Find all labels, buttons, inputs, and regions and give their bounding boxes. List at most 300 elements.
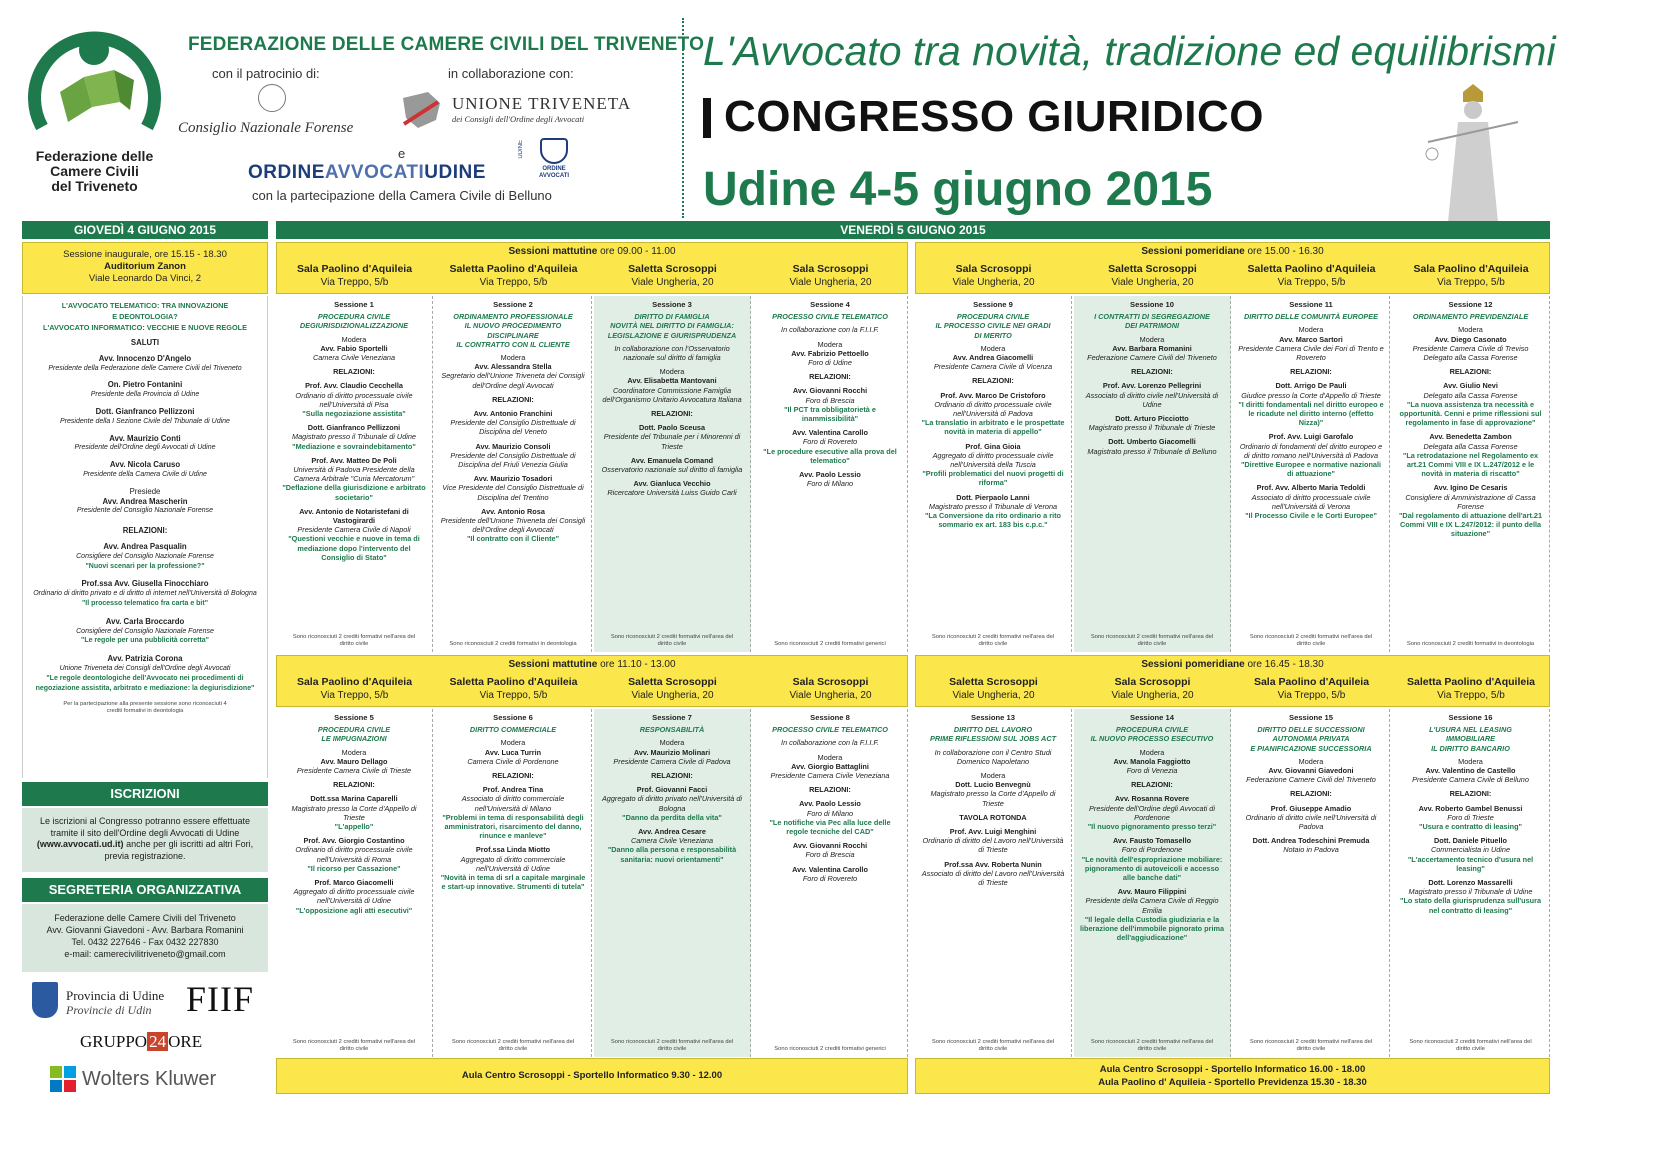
session-number: Sessione 2 [493, 300, 533, 309]
speaker-role: Osservatorio nazionale sul diritto di famiglia [601, 465, 743, 475]
session-chair-name: Avv. Diego Casonato [1434, 334, 1507, 344]
session-modera-label: Modera [817, 339, 843, 349]
day1-speaker-talk: "Il processo telematico fra carta e bit" [81, 599, 209, 607]
speaker-name: Prof. Avv. Luigi Garofalo [1268, 432, 1354, 442]
session-topic [440, 725, 586, 734]
day1-speaker-role: Consigliere del Consiglio Nazionale Forense [76, 552, 214, 560]
day1-session-box [22, 242, 268, 294]
session-speaker [599, 827, 745, 864]
session-modera-label: Modera [980, 771, 1006, 781]
session-chair-role: Foro di Venezia [1126, 766, 1178, 776]
top-session-8 [1392, 296, 1550, 652]
day1-speaker-talk: "Le regole per una pubblicità corretta" [81, 637, 209, 645]
speaker-name: Prof. Giuseppe Amadio [1270, 803, 1352, 813]
session-topic-line: LEGISLAZIONE E GIURISPRUDENZA [607, 330, 737, 340]
session-topic-line: DIRITTO DEL LAVORO [953, 725, 1033, 735]
segreteria-bar: SEGRETERIA ORGANIZZATIVA [22, 878, 268, 902]
session-credits: Sono riconosciuti 2 crediti formativi nell'area del diritto civile [1249, 1039, 1373, 1052]
speaker-name: Avv. Paolo Lessio [799, 799, 861, 809]
speaker-talk: "Lo stato della giurisprudenza sull'usura nel contratto di leasing" [1399, 896, 1542, 915]
bottom-room-8 [1392, 676, 1550, 702]
gruppo-word: GRUPPO [80, 1032, 148, 1051]
session-speaker [920, 442, 1066, 488]
session-topic-line: PROCEDURA CIVILE [956, 312, 1030, 322]
session-topic-line: IL CONTRATTO CON IL CLIENTE [456, 339, 570, 349]
day1-greeting-3 [23, 407, 267, 427]
session-number: Sessione 11 [1289, 300, 1333, 309]
bottom-room-name: Saletta Paolino d'Aquileia [1407, 676, 1535, 688]
session-topic-line: RESPONSABILITÀ [639, 725, 705, 735]
session-topic-line: PRIME RIFLESSIONI SUL JOBS ACT [929, 734, 1057, 744]
session-chair-name: Avv. Giovanni Giavedoni [1268, 766, 1354, 776]
congress-date: Udine 4-5 giugno 2015 [703, 163, 1213, 216]
bottom-room-address: Via Treppo, 5/b [1277, 690, 1346, 701]
day1-chair-name: Avv. Andrea Mascherin [102, 496, 188, 506]
session-speaker [1397, 804, 1544, 832]
speaker-name: Avv. Paolo Lessio [799, 470, 861, 480]
iscrizioni-site-link[interactable]: (www.avvocati.ud.it) [36, 839, 124, 849]
patronage-label: con il patrocinio di: [212, 66, 320, 81]
bottom-room-2 [435, 676, 592, 702]
session-topic [758, 725, 902, 734]
session-number: Sessione 4 [810, 300, 850, 309]
session-modera-label: Modera [1458, 325, 1483, 335]
speaker-role: Magistrato presso la Corte d'Appello di Trieste [291, 803, 417, 822]
day1-greeting-4 [23, 434, 267, 454]
day1-speaker-name: Avv. Patrizia Corona [107, 654, 183, 664]
session-chair-name: Avv. Andrea Giacomelli [952, 353, 1034, 363]
speaker-name: Avv. Valentina Carollo [792, 864, 868, 874]
speaker-role: Presidente del Consiglio Distrettuale di Disciplina del Friuli Venezia Giulia [450, 450, 576, 470]
top-room-address: Viale Ungheria, 20 [631, 277, 714, 288]
session-speaker [1079, 381, 1225, 409]
day1-session-time: Sessione inaugurale, ore 15.15 - 18.30 [63, 249, 227, 260]
session-modera-label: Modera [980, 343, 1006, 353]
top-room-name: Sala Scrosoppi [955, 263, 1032, 275]
am2-label: Sessioni mattutine [508, 659, 598, 670]
day1-speaker-name: Avv. Andrea Pasqualin [103, 541, 187, 551]
speaker-talk: "Problemi in tema di responsabilità degli amministratori, risarcimento del danno, rinunce e manleve" [442, 812, 584, 841]
top-room-address: Viale Ungheria, 20 [952, 277, 1035, 288]
speaker-name: Prof. Avv. Claudio Cecchella [305, 381, 403, 391]
logo-line-1: Federazione delle [35, 148, 154, 164]
session-speaker [758, 799, 902, 836]
justice-statue-image [1418, 82, 1528, 222]
session-speaker [281, 836, 427, 873]
session-speaker [440, 507, 586, 544]
session-topic-line: IMMOBILIARE [1445, 734, 1496, 744]
speaker-name: Avv. Antonio Rosa [481, 506, 545, 516]
speaker-talk: "Il contratto con il Cliente" [466, 534, 560, 544]
day1-greeting-role: Presidente dell'Ordine degli Avvocati di Udine [74, 444, 216, 452]
session-topic-line: DEGIURISDIZIONALIZZAZIONE [299, 321, 409, 331]
top-room-2 [435, 263, 592, 289]
day1-speaker-3 [23, 617, 267, 646]
am1-time: ore 09.00 - 11.00 [600, 246, 676, 257]
top-room-address: Viale Ungheria, 20 [1111, 277, 1194, 288]
speaker-talk: "Il Processo Civile e le Corti Europee" [1245, 511, 1377, 521]
top-room-4 [753, 263, 908, 289]
speaker-talk: "La translatio in arbitrato e le prospettate novità in materia di appello" [921, 418, 1065, 437]
session-number: Sessione 12 [1448, 300, 1493, 309]
speaker-name: Avv. Mauro Filippini [1117, 887, 1187, 897]
top-session-1 [276, 296, 433, 652]
footer-am [276, 1058, 908, 1094]
session-topic-line: NOVITÀ NEL DIRITTO DI FAMIGLIA: [610, 321, 734, 331]
session-modera-label: Modera [1298, 756, 1324, 766]
provincia-name: Provincia di Udine [66, 988, 165, 1003]
session-topic-line: PROCESSO CIVILE TELEMATICO [772, 312, 888, 322]
session-topic [281, 725, 427, 743]
session-topic [1397, 312, 1544, 321]
session-speaker [1397, 836, 1544, 873]
speaker-talk: "Dal regolamento di attuazione dell'art.21 Commi VIII e IX L.247/2012: il punto della situazione" [1398, 511, 1543, 539]
speaker-role: Ordinario di diritto del Lavoro nell'Università di Trieste [922, 836, 1064, 855]
session-modera-label: Modera [1298, 325, 1324, 335]
top-room-name: Saletta Paolino d'Aquileia [1247, 263, 1376, 275]
footer-pm [915, 1058, 1550, 1094]
speaker-role: Magistrato presso il Tribunale di Verona [928, 501, 1058, 511]
session-topic [599, 312, 745, 340]
day1-greeting-name: Avv. Maurizio Conti [109, 433, 181, 443]
bottom-room-name: Saletta Scrosoppi [628, 676, 717, 688]
session-number: Sessione 15 [1289, 713, 1333, 722]
session-speaker [1397, 878, 1544, 915]
session-topic-line: DIRITTO DI FAMIGLIA [634, 312, 710, 322]
session-number: Sessione 8 [810, 713, 850, 722]
session-credits: Sono riconosciuti 2 crediti formativi nell'area del diritto civile [1409, 1039, 1532, 1052]
session-credits: Sono riconosciuti 2 crediti formativi nell'area del diritto civile [610, 634, 734, 647]
bottom-room-name: Sala Scrosoppi [792, 676, 869, 688]
speaker-role: Associato di diritto commerciale nell'Università di Milano [461, 794, 565, 813]
session-chair-role: Presidente Camera Civile di Trieste [296, 766, 412, 776]
udine-word: UDINE [424, 162, 486, 183]
session-credits: Sono riconosciuti 2 crediti formativi nell'area del diritto civile [451, 1039, 575, 1052]
session-chair-name: Avv. Maurizio Molinari [633, 747, 711, 757]
session-speaker [440, 474, 586, 502]
iscrizioni-box [22, 808, 268, 872]
speaker-name: Dott. Pierpaolo Lanni [956, 492, 1030, 502]
session-chair-role: Presidente Camera Civile di Vicenza [933, 362, 1053, 372]
session-chair-role: Segretario dell'Unione Triveneta dei Consigli dell'Ordine degli Avvocati [441, 371, 585, 390]
speaker-name: Dott. Gianfranco Pellizzoni [307, 423, 401, 433]
session-speaker [281, 794, 427, 831]
speaker-talk: "Novità in tema di srl a capitale marginale e start-up innovative. Strumenti di tutela" [440, 873, 586, 892]
session-chair-name: Avv. Giorgio Battaglini [791, 761, 869, 771]
session-modera-label: Modera [817, 752, 843, 762]
speaker-role: Delegato alla Cassa Forense [1423, 390, 1518, 400]
session-topic-line: ORDINAMENTO PREVIDENZIALE [1412, 312, 1529, 322]
speaker-name: Prof. Avv. Marco De Cristoforo [940, 390, 1046, 400]
segreteria-box [22, 904, 268, 972]
session-number: Sessione 13 [971, 713, 1015, 722]
speaker-name: Prof.ssa Avv. Roberta Nunin [944, 859, 1042, 869]
speaker-name: Prof. Avv. Luigi Menghini [949, 827, 1037, 837]
ordine-word: ORDINE [248, 162, 325, 183]
session-speaker [1238, 432, 1384, 478]
speaker-name: Avv. Giovanni Rocchi [792, 841, 868, 851]
speaker-role: Foro di Trieste [1447, 812, 1494, 822]
day1-speaker-talk: "Le regole deontologiche dell'Avvocato nei procedimenti di negoziazione assistita, arbitrato e mediazione: la degiurisdizione" [35, 674, 255, 692]
speaker-role: Magistrato presso il Tribunale di Udine [292, 432, 416, 442]
session-chair-name: Dott. Lucio Benvegnù [955, 780, 1031, 790]
speaker-talk: "Il legale della Custodia giudiziaria e la liberazione dell'immobile pignorato prima dell'aggiudicazione" [1079, 914, 1225, 943]
bottom-room-5 [915, 676, 1072, 702]
bottom-session-4 [753, 709, 908, 1057]
session-topic [1397, 725, 1544, 753]
segreteria-line-1: Federazione delle Camere Civili del Triveneto [54, 913, 236, 923]
logo-line-2: Camere Civili [50, 163, 139, 179]
day1-bar: GIOVEDÌ 4 GIUGNO 2015 [22, 221, 268, 239]
session-speaker [440, 785, 586, 840]
speaker-role: Associato di diritto del Lavoro nell'Università di Trieste [921, 868, 1065, 888]
session-chair-name: Avv. Marco Sartori [1279, 334, 1343, 344]
speaker-talk: "Le notifiche via Pec alla luce delle regole tecniche del CAD" [769, 817, 891, 837]
speaker-role: Associato di diritto processuale civile nell'Università di Verona [1251, 492, 1371, 511]
speaker-name: Prof. Avv. Giorgio Costantino [303, 836, 405, 846]
day1-greeting-name: Avv. Innocenzo D'Angelo [98, 353, 192, 363]
am2-time: ore 11.10 - 13.00 [600, 659, 676, 670]
speaker-role: Camera Civile Veneziana [630, 836, 714, 846]
speaker-name: Prof. Avv. Alberto Maria Tedoldi [1256, 483, 1366, 493]
session-credits: Sono riconosciuti 2 crediti formativi nell'area del diritto civile [931, 1039, 1055, 1052]
session-credits: Sono riconosciuti 2 crediti formativi in deontologia [449, 641, 577, 647]
pm1-label: Sessioni pomeridiane [1141, 246, 1245, 257]
day1-greeting-1 [23, 354, 267, 374]
ordine-emblem-side-label: UDINE [518, 140, 524, 159]
session-modera-label: Modera [341, 747, 367, 757]
speaker-name: Prof. Marco Giacomelli [314, 878, 394, 888]
top-room-8 [1392, 263, 1550, 289]
cnf-logo: Consiglio Nazionale Forense [178, 120, 354, 136]
session-chair-role: Presidente Camera Civile dei Fori di Trento e Rovereto [1238, 343, 1384, 363]
session-speaker [440, 442, 586, 470]
session-speaker [1238, 836, 1384, 854]
day1-greeting-role: Presidente della Federazione delle Camere Civili del Triveneto [48, 364, 242, 372]
session-speaker [1238, 483, 1384, 520]
top-room-name: Sala Paolino d'Aquileia [1413, 263, 1529, 275]
gruppo-ore: ORE [168, 1032, 203, 1051]
speaker-name: Dott. Daniele Pituello [1434, 836, 1507, 846]
ordine-emblem-label: ORDINE AVVOCATI [538, 166, 570, 179]
session-speaker [281, 878, 427, 915]
speaker-role: Magistrato presso il Tribunale di Trieste [1088, 423, 1216, 433]
speaker-name: Dott. Paolo Sceusa [638, 423, 706, 433]
speaker-talk: "Usura e contratto di leasing" [1418, 822, 1522, 832]
day1-greeting-role: Presidente della Camera Civile di Udine [83, 470, 207, 478]
speaker-talk: "Mediazione e sovraindebitamento" [292, 441, 416, 451]
session-relazioni-label: RELAZIONI: [333, 367, 375, 377]
speaker-role: Magistrato presso il Tribunale di Udine [1408, 887, 1533, 897]
pm1-time: ore 15.00 - 16.30 [1247, 246, 1324, 257]
speaker-name: Dott. Umberto Giacomelli [1108, 437, 1196, 447]
speaker-role: Aggregato di diritto processuale civile nell'Università di Udine [293, 887, 415, 906]
bottom-session-3 [594, 709, 751, 1057]
session-credits: Sono riconosciuti 2 crediti formativi generici [774, 641, 886, 647]
top-room-name: Saletta Scrosoppi [1108, 263, 1197, 275]
speaker-role: Ordinario di diritto processuale civile nell'Università di Padova [934, 399, 1052, 419]
session-chair-name: Avv. Manola Faggiotto [1113, 756, 1191, 766]
speaker-name: Prof. Gina Gioia [965, 441, 1021, 451]
speaker-talk: "La nuova assistenza tra necessità e opportunità. Cenni e prime riflessioni sul regolamento in fase di approvazione" [1399, 399, 1542, 428]
unione-subtitle: dei Consigli dell'Ordine degli Avvocati [452, 114, 585, 124]
segreteria-email[interactable]: e-mail: camerecivilitriveneto@gmail.com [64, 949, 226, 959]
session-relazioni-label: RELAZIONI: [651, 771, 693, 781]
session-topic-line: DIRITTO COMMERCIALE [469, 725, 557, 735]
session-topic [920, 312, 1066, 340]
session-relazioni-label: TAVOLA ROTONDA [959, 812, 1027, 822]
bottom-session-1 [276, 709, 433, 1057]
speaker-name: Avv. Antonio de Notaristefani di Vastogirardi [299, 506, 409, 526]
top-session-5 [915, 296, 1072, 652]
speaker-talk: "Le novità dell'espropriazione mobiliare: pignoramento di autoveicoli e accesso alle banche dati" [1081, 854, 1223, 883]
day2-bar: VENERDÌ 5 GIUGNO 2015 [276, 221, 1550, 239]
provincia-subname: Provincie di Udin [66, 1003, 152, 1017]
session-topic-line: IL NUOVO PROCEDIMENTO [464, 321, 562, 331]
session-chair-role: Presidente Camera Civile di Treviso Delegato alla Cassa Forense [1412, 343, 1529, 363]
speaker-name: Avv. Emanuela Comand [630, 455, 714, 465]
session-chair-role: Foro di Udine [808, 358, 852, 368]
unione-triveneta-map-icon [398, 88, 443, 133]
speaker-name: Prof. Giovanni Facci [636, 785, 708, 795]
speaker-name: Avv. Gianluca Vecchio [633, 479, 711, 489]
session-topic-line: DIRITTO DELLE COMUNITÀ EUROPEE [1243, 312, 1379, 322]
speaker-role: Consigliere di Amministrazione di Cassa Forense [1405, 492, 1536, 511]
session-speaker [281, 507, 427, 562]
session-speaker [920, 493, 1066, 530]
speaker-role: Foro di Pordenone [1121, 845, 1183, 855]
session-topic-line: L'USURA NEL LEASING [1429, 725, 1512, 735]
top-room-name: Sala Scrosoppi [792, 263, 869, 275]
session-collaboration: In collaborazione con il Centro Studi Domenico Napoletano [934, 747, 1052, 766]
speaker-talk: "I diritti fondamentali nel diritto europeo e le ricadute nel diritto interno (effetto Nizza)" [1238, 399, 1384, 428]
session-modera-label: Modera [1458, 756, 1483, 766]
session-topic-line: PROCEDURA CIVILE [317, 725, 391, 735]
bottom-room-address: Via Treppo, 5/b [1437, 690, 1505, 701]
session-topic-line: DEI PATRIMONI [1124, 321, 1180, 331]
session-speaker [1397, 483, 1544, 538]
session-relazioni-label: RELAZIONI: [492, 394, 534, 404]
federation-title: FEDERAZIONE DELLE CAMERE CIVILI DEL TRIVENETO [188, 34, 705, 55]
day1-presiede-label: Presiede [129, 486, 161, 496]
day1-greeting-role: Presidente della I Sezione Civile del Tribunale di Udine [60, 417, 230, 425]
speaker-role: Foro di Brescia [805, 395, 855, 405]
session-speaker [281, 423, 427, 451]
bottom-session-5 [915, 709, 1072, 1057]
session-chair-role: Coordinatore Commissione Famiglia dell'Organismo Unitario Avvocatura Italiana [602, 385, 742, 404]
speaker-role: Università di Padova Presidente della Camera Arbitrale "Curia Mercatorum" [293, 465, 415, 484]
top-room-address: Viale Ungheria, 20 [789, 277, 872, 288]
ordine-avvocati-udine-logo [248, 162, 486, 184]
speaker-name: Prof. Avv. Lorenzo Pellegrini [1102, 381, 1202, 391]
speaker-role: Commercialista in Udine [1430, 845, 1511, 855]
day1-speaker-role: Unione Triveneta dei Consigli dell'Ordine degli Avvocati [59, 664, 231, 672]
session-topic-line: PROCESSO CIVILE TELEMATICO [772, 725, 888, 735]
speaker-role: Foro di Rovereto [802, 873, 858, 883]
session-credits: Sono riconosciuti 2 crediti formativi nell'area del diritto civile [1249, 634, 1373, 647]
session-chair-name: Avv. Barbara Romanini [1112, 343, 1192, 353]
session-topic-line: E PIANIFICAZIONE SUCCESSORIA [1250, 743, 1372, 753]
day1-people-list [23, 338, 267, 715]
footer-pm-line-2: Aula Paolino d' Aquileia - Sportello Previdenza 15.30 - 18.30 [1098, 1077, 1367, 1088]
bottom-session-2 [435, 709, 592, 1057]
congress-subtitle: L'Avvocato tra novità, tradizione ed equilibrismi [703, 28, 1556, 74]
speaker-name: Avv. Maurizio Consoli [475, 441, 551, 451]
session-speaker [1079, 437, 1225, 455]
top-room-5 [915, 263, 1072, 289]
federation-logo [22, 22, 167, 207]
speaker-name: Avv. Maurizio Tosadori [473, 474, 553, 484]
session-topic-line: DISCIPLINARE [487, 330, 539, 340]
speaker-name: Dott. Arrigo De Pauli [1275, 381, 1347, 391]
session-number: Sessione 16 [1448, 713, 1493, 722]
session-topic [758, 312, 902, 321]
session-relazioni-label: RELAZIONI: [809, 785, 851, 795]
speaker-talk: "Il nuovo pignoramento presso terzi" [1087, 822, 1217, 832]
session-chair-name: Avv. Elisabetta Mantovani [627, 376, 717, 386]
bottom-room-address: Viale Ungheria, 20 [631, 690, 714, 701]
session-speaker [1079, 887, 1225, 942]
top-room-3 [594, 263, 751, 289]
session-modera-label: Modera [500, 738, 526, 748]
top-room-6 [1074, 263, 1231, 289]
wolters-kluwer-logo: Wolters Kluwer [82, 1068, 217, 1090]
session-chair-name: Avv. Fabio Sportelli [320, 343, 388, 353]
bottom-room-address: Viale Ungheria, 20 [952, 690, 1035, 701]
session-topic [920, 725, 1066, 743]
speaker-talk: "Le procedure esecutive alla prova del telematico" [763, 446, 897, 465]
session-credits: Sono riconosciuti 2 crediti formativi nell'area del diritto civile [1090, 1039, 1214, 1052]
session-chair-role: Federazione Camere Civili del Triveneto [1246, 775, 1376, 785]
top-session-3 [594, 296, 751, 652]
session-speaker [920, 860, 1066, 888]
session-relazioni-label: RELAZIONI: [333, 780, 375, 790]
congress-title: CONGRESSO GIURIDICO [724, 92, 1264, 141]
session-collaboration: In collaborazione con la F.I.I.F. [781, 325, 879, 335]
session-number: Sessione 10 [1130, 300, 1174, 309]
session-credits: Sono riconosciuti 2 crediti formativi generici [774, 1046, 886, 1052]
speaker-role: Ordinario di diritto civile nell'Università di Padova [1245, 812, 1377, 832]
speaker-role: Associato di diritto civile nell'Università di Udine [1085, 390, 1219, 409]
speaker-role: Notaio in Padova [1283, 845, 1339, 855]
and-label: e [398, 146, 406, 161]
session-number: Sessione 1 [334, 300, 374, 309]
speaker-name: Avv. Roberto Gambel Benussi [1418, 803, 1523, 813]
speaker-role: Vice Presidente del Consiglio Distrettuale di Disciplina del Trentino [442, 483, 584, 502]
iscrizioni-text: Le iscrizioni al Congresso potranno essere effettuate tramite il sito dell'Ordine degli Avvocati di Udine [40, 816, 250, 838]
speaker-talk: "Sulla negoziazione assistita" [302, 409, 406, 419]
belluno-note: con la partecipazione della Camera Civile di Belluno [252, 188, 552, 203]
speaker-talk: "La retrodatazione nel Regolamento ex art.21 Commi VIII e IX L.247/2012 e le novità in materia di riscatto" [1402, 450, 1539, 479]
day1-place: Auditorium Zanon [104, 261, 186, 272]
day1-greeting-name: Dott. Gianfranco Pellizzoni [95, 406, 195, 416]
bottom-room-7 [1233, 676, 1390, 702]
session-credits: Sono riconosciuti 2 crediti formativi nell'area del diritto civile [931, 634, 1055, 647]
speaker-name: Avv. Andrea Cesare [638, 827, 706, 837]
session-speaker [281, 456, 427, 502]
session-speaker [758, 865, 902, 883]
session-topic-line: LE IMPUGNAZIONI [321, 734, 387, 744]
session-chair-role: Federazione Camere Civili del Triveneto [1087, 353, 1217, 363]
session-modera-label: Modera [659, 367, 685, 377]
day1-credits: Per la partecipazione alla presente sessione sono riconosciuti 4 crediti formativi in deontologia [63, 701, 227, 715]
day1-topic-3: L'AVVOCATO INFORMATICO: VECCHIE E NUOVE REGOLE [43, 323, 247, 332]
bottom-room-name: Saletta Scrosoppi [949, 676, 1038, 688]
top-room-address: Via Treppo, 5/b [1437, 277, 1505, 288]
speaker-name: Prof. Avv. Matteo De Poli [311, 455, 397, 465]
gruppo24ore-logo [80, 1032, 202, 1052]
top-room-address: Via Treppo, 5/b [320, 277, 389, 288]
